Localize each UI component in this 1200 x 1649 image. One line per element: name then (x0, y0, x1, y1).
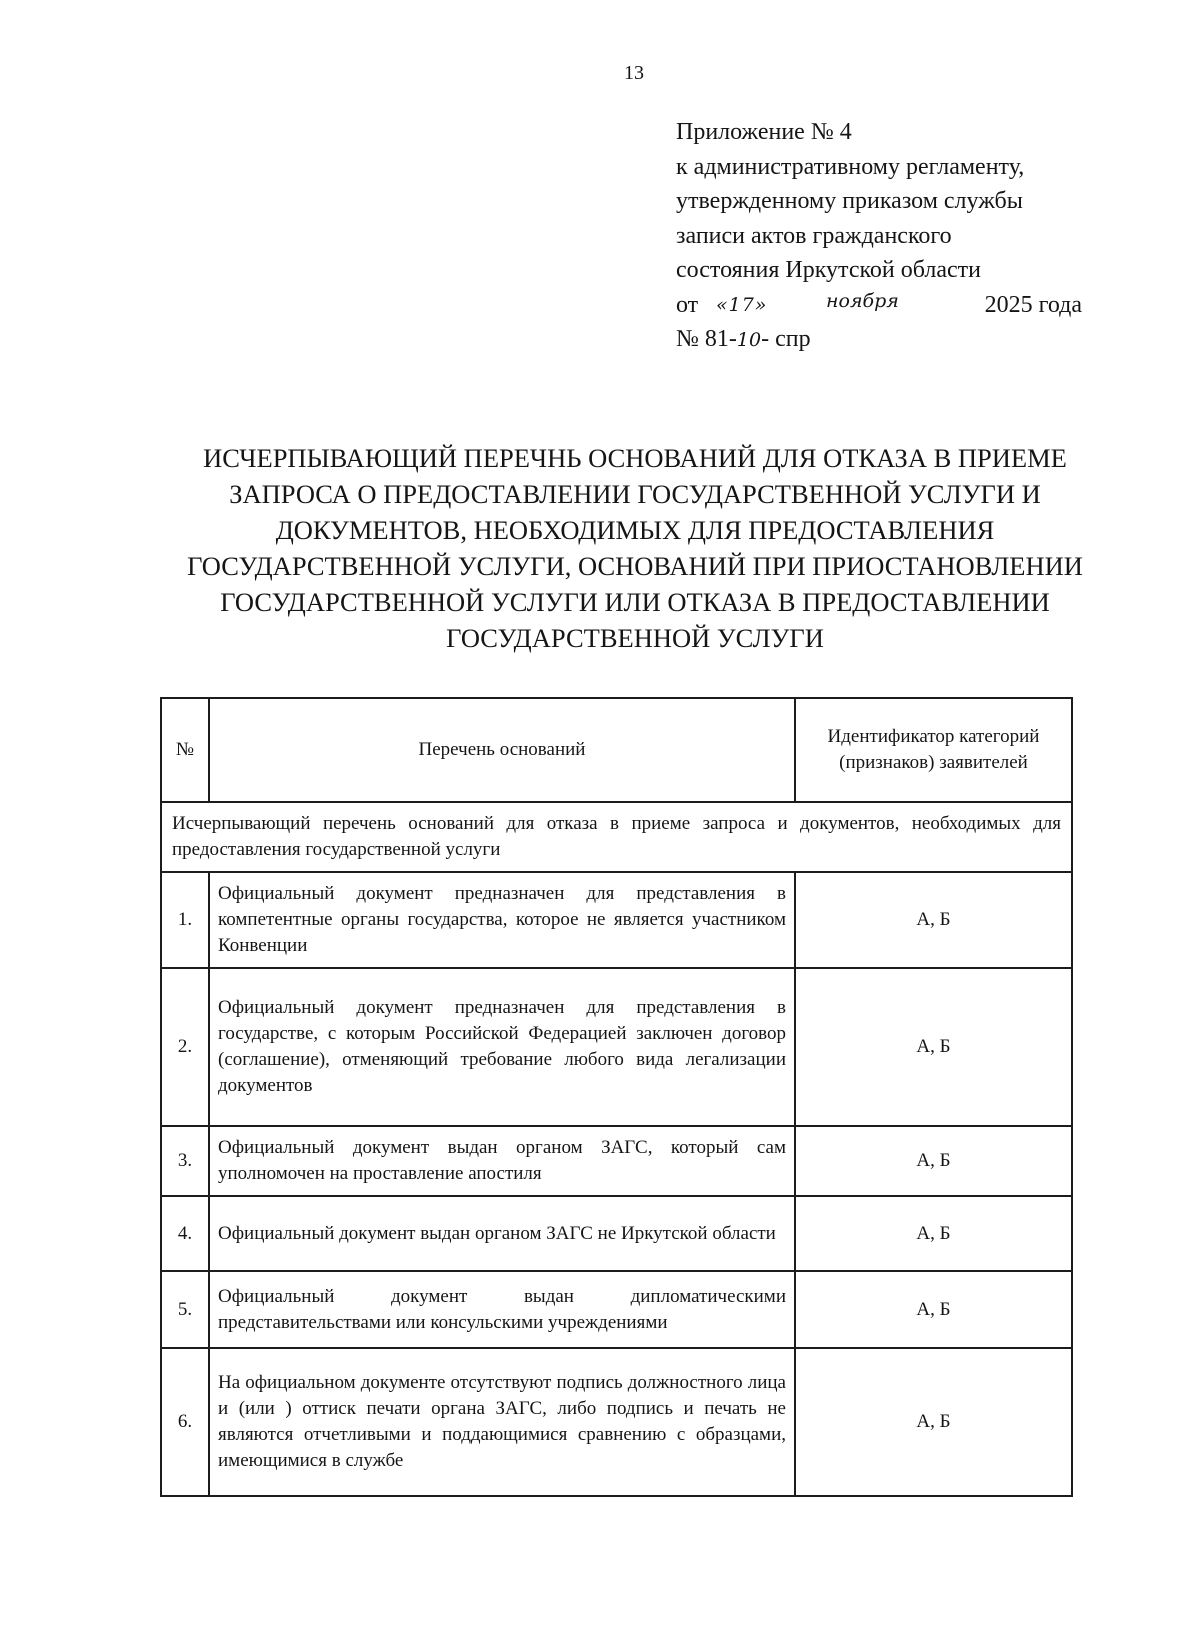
row-category: А, Б (795, 968, 1072, 1126)
appendix-number-line (676, 322, 1082, 358)
row-number: 1. (161, 872, 209, 968)
table-row (161, 1348, 1072, 1496)
row-reason: Официальный документ предназначен для представления в компетентные органы государства, которое не является участником Конвенции (209, 872, 795, 968)
page-number: 13 (624, 62, 644, 84)
appendix-block (676, 115, 1082, 357)
table-row (161, 872, 1072, 968)
number-prefix: № 81- (676, 325, 737, 352)
date-prefix: от (676, 291, 699, 318)
section-heading: Исчерпывающий перечень оснований для отказа в приеме запроса и документов, необходимых для предоставления государственной услуги (161, 802, 1072, 872)
row-number: 4. (161, 1196, 209, 1271)
table-row (161, 1126, 1072, 1196)
document-title: ИСЧЕРПЫВАЮЩИЙ ПЕРЕЧНЬ ОСНОВАНИЙ ДЛЯ ОТКАЗА В ПРИЕМЕ ЗАПРОСА О ПРЕДОСТАВЛЕНИИ ГОСУДАРСТВЕННОЙ УСЛУГИ И ДОКУМЕНТОВ, НЕОБХОДИМЫХ ДЛЯ ПРЕДОСТАВЛЕНИЯ ГОСУДАРСТВЕННОЙ УСЛУГИ, ОСНОВАНИЙ ПРИ ПРИОСТАНОВЛЕНИИ ГОСУДАРСТВЕННОЙ УСЛУГИ ИЛИ ОТКАЗА В ПРЕДОСТАВЛЕНИИ ГОСУДАРСТВЕННОЙ УСЛУГИ (187, 443, 1083, 653)
number-handwritten: 10 (736, 328, 762, 351)
row-number: 3. (161, 1126, 209, 1196)
header-grounds: Перечень оснований (209, 698, 795, 802)
date-month-handwritten: ноября (826, 289, 899, 312)
appendix-line-1: Приложение № 4 (676, 119, 852, 145)
row-reason: На официальном документе отсутствуют подпись должностного лица и (или ) оттиск печати органа ЗАГС, либо подпись и печать не являются отчетливыми и поддающимися сравнению с образцами, имеющимися в службе (209, 1348, 795, 1496)
row-category: А, Б (795, 1126, 1072, 1196)
row-reason: Официальный документ выдан органом ЗАГС, который сам уполномочен на проставление апостиля (209, 1126, 795, 1196)
row-category: А, Б (795, 1271, 1072, 1348)
appendix-date-line (676, 288, 1082, 322)
number-suffix: - спр (761, 325, 811, 352)
row-reason: Официальный документ предназначен для представления в государстве, с которым Российской Федерацией заключен договор (соглашение), отменяющий требование любого вида легализации документов (209, 968, 795, 1126)
table-header-row (161, 698, 1072, 802)
appendix-line-5: состояния Иркутской области (676, 257, 981, 283)
table-row (161, 1196, 1072, 1271)
row-category: А, Б (795, 1196, 1072, 1271)
row-category: А, Б (795, 872, 1072, 968)
grounds-table (160, 697, 1073, 1497)
appendix-line-2: к административному регламенту, (676, 153, 1025, 180)
header-number: № (161, 698, 209, 802)
table-row (161, 1271, 1072, 1348)
date-day-handwritten: «17» (716, 293, 768, 316)
appendix-line-4: записи актов гражданского (676, 222, 952, 249)
row-number: 2. (161, 968, 209, 1126)
table-row (161, 968, 1072, 1126)
header-category-id: Идентификатор категорий (признаков) заявителей (795, 698, 1072, 802)
row-reason: Официальный документ выдан органом ЗАГС не Иркутской области (209, 1196, 795, 1271)
row-category: А, Б (795, 1348, 1072, 1496)
section-row (161, 802, 1072, 872)
row-number: 5. (161, 1271, 209, 1348)
appendix-line-3: утвержденному приказом службы (676, 188, 1023, 214)
row-reason: Официальный документ выдан дипломатическими представительствами или консульскими учреждениями (209, 1271, 795, 1348)
row-number: 6. (161, 1348, 209, 1496)
date-year: 2025 года (984, 291, 1082, 318)
